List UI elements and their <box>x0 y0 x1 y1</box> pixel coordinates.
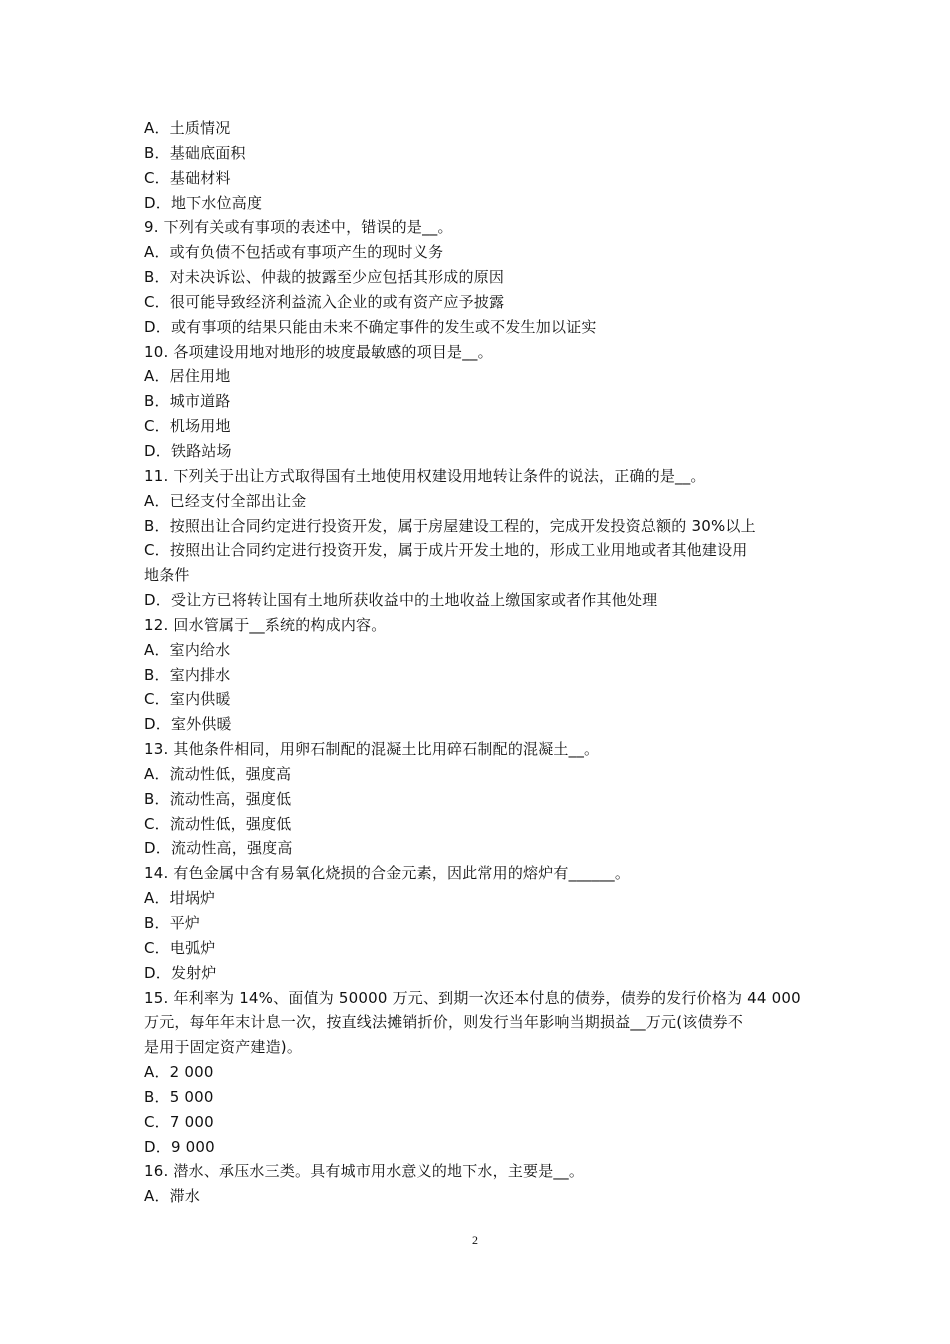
option-line: D．或有事项的结果只能由未来不确定事件的发生或不发生加以证实 <box>144 317 597 336</box>
option-line: B．平炉 <box>144 914 201 932</box>
question-continuation-line: 万元，每年年末计息一次，按直线法摊销折价，则发行当年影响当期损益__万元(该债券不 <box>144 1013 744 1032</box>
option-line: B．基础底面积 <box>144 143 246 162</box>
option-line: A．坩埚炉 <box>144 889 216 908</box>
question-continuation-line: 是用于固定资产建造)。 <box>144 1038 303 1057</box>
option-line: A．流动性低，强度高 <box>144 764 292 783</box>
option-line: D．9 000 <box>144 1137 215 1156</box>
option-line: A．室内给水 <box>144 640 231 659</box>
page-number: 2 <box>472 1233 478 1247</box>
option-line: C．很可能导致经济利益流入企业的或有资产应予披露 <box>144 292 505 311</box>
option-line: B．对未决诉讼、仲裁的披露至少应包括其形成的原因 <box>144 268 505 287</box>
page-content <box>144 116 808 1209</box>
question-line: 13. 其他条件相同，用卵石制配的混凝土比用碎石制配的混凝土__。 <box>144 740 600 759</box>
option-line: C．按照出让合同约定进行投资开发，属于成片开发土地的，形成工业用地或者其他建设用 <box>144 541 748 560</box>
option-line: A．已经支付全部出让金 <box>144 491 307 510</box>
option-line: C．室内供暖 <box>144 690 231 709</box>
option-line: A．滞水 <box>144 1187 201 1206</box>
option-line: B．按照出让合同约定进行投资开发，属于房屋建设工程的，完成开发投资总额的 30%以上 <box>144 516 756 535</box>
option-line: C．流动性低，强度低 <box>144 814 292 833</box>
option-line: C．7 000 <box>144 1112 214 1131</box>
option-line: B．流动性高，强度低 <box>144 789 292 808</box>
question-line: 12. 回水管属于__系统的构成内容。 <box>144 615 387 634</box>
option-line: C．机场用地 <box>144 417 231 436</box>
option-line: D．室外供暖 <box>144 715 232 734</box>
option-line: C．电弧炉 <box>144 938 216 957</box>
question-line: 14. 有色金属中含有易氧化烧损的合金元素，因此常用的熔炉有______。 <box>144 864 631 883</box>
option-line: A．土质情况 <box>144 119 231 137</box>
option-line: A．居住用地 <box>144 367 231 386</box>
option-line: D．地下水位高度 <box>144 193 263 212</box>
question-line: 11. 下列关于出让方式取得国有土地使用权建设用地转让条件的说法，正确的是__。 <box>144 466 706 485</box>
option-continuation-line: 地条件 <box>144 566 190 585</box>
option-line: B．5 000 <box>144 1087 214 1106</box>
question-line: 15. 年利率为 14%、面值为 50000 万元、到期一次还本付息的债券，债券的发行价格为 44 000 <box>144 988 801 1007</box>
option-line: D．受让方已将转让国有土地所获收益中的土地收益上缴国家或者作其他处理 <box>144 591 658 610</box>
option-line: B．城市道路 <box>144 392 231 411</box>
question-line: 16. 潜水、承压水三类。具有城市用水意义的地下水，主要是__。 <box>144 1162 585 1181</box>
option-line: B．室内排水 <box>144 665 231 684</box>
option-line: C．基础材料 <box>144 168 231 187</box>
option-line: D．发射炉 <box>144 963 217 982</box>
option-line: D．流动性高，强度高 <box>144 839 293 858</box>
option-line: A．2 000 <box>144 1063 214 1082</box>
question-line: 10. 各项建设用地对地形的坡度最敏感的项目是__。 <box>144 342 493 361</box>
option-line: A．或有负债不包括或有事项产生的现时义务 <box>144 243 444 262</box>
option-line: D．铁路站场 <box>144 441 232 460</box>
question-line: 9. 下列有关或有事项的表述中，错误的是__。 <box>144 218 453 237</box>
